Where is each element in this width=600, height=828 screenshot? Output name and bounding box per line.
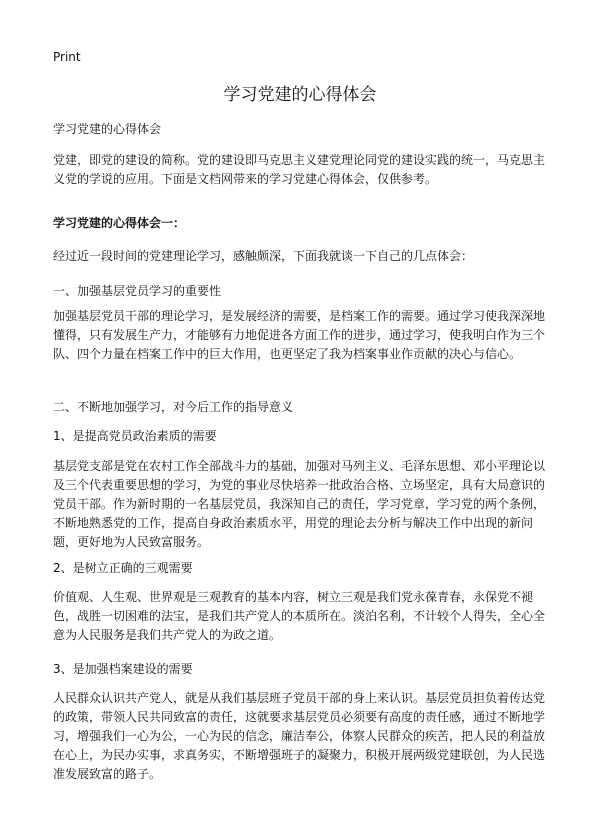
paragraph-2: 加强基层党员干部的理论学习，是发展经济的需要，是档案工作的需要。通过学习使我深深地懂得，只有发展生产力，才能够有力地促进各方面工作的进步，通过学习，使我明白作为三个队、四个力量在档案工作中的巨大作用，也更坚定了我为档案事业作贡献的决心与信心。 — [53, 309, 546, 361]
paragraph-3: 基层党支部是党在农村工作全部战斗力的基础，加强对马列主义、毛泽东思想、邓小平理论以及三个代表重要思想的学习，为党的事业尽快培养一批政治合格、立场坚定，具有大局意识的党员干部。作为新时期的一名基层党员，我深知自己的责任，学习党章，学习党的两个条例，不断地熟悉党的工作，提高自身政治素质水平，用党的理论去分析与解决工作中出现的新问题，更好地为人民致富服务。 — [53, 459, 546, 549]
paragraph-1: 经过近一段时间的党建理论学习，感触颇深，下面我就谈一下自己的几点体会： — [53, 249, 474, 263]
intro-paragraph: 党建，即党的建设的简称。党的建设即马克思主义建党理论同党的建设实践的统一，马克思主义党的学说的应用。下面是文档网带来的学习党建心得体会，仅供参考。 — [53, 153, 546, 186]
section-heading: 学习党建的心得体会一： — [53, 216, 186, 230]
subtitle: 学习党建的心得体会 — [53, 122, 162, 136]
heading-1: 一、加强基层党员学习的重要性 — [53, 284, 222, 298]
page-title: 学习党建的心得体会 — [223, 85, 377, 105]
paragraph-5: 人民群众认识共产党人，就是从我们基层班子党员干部的身上来认识。基层党员担负着传达党的政策，带领人民共同致富的责任，这就要求基层党员必须要有高度的责任感，通过不断地学习，增强我们一心为公，一心为民的信念，廉洁奉公，体察人民群众的疾苦，把人民的利益放在心上，为民办实事，求真务实，不断增强班子的凝聚力，积极开展两级党建联创，为人民选准发展致富的路子。 — [53, 691, 546, 781]
heading-2-2: 2、是树立正确的三观需要 — [53, 561, 193, 575]
heading-2-3: 3、是加强档案建设的需要 — [53, 662, 193, 676]
print-label[interactable]: Print — [53, 50, 81, 64]
paragraph-4: 价值观、人生观、世界观是三观教育的基本内容，树立三观是我们党永葆青春，永保党不褪色，战胜一切困难的法宝，是我们共产党人的本质所在。淡泊名利，不计较个人得失，全心全意为人民服务是我们共产党人的为政之道。 — [53, 590, 546, 642]
heading-2: 二、不断地加强学习，对今后工作的指导意义 — [53, 400, 294, 414]
heading-2-1: 1、是提高党员政治素质的需要 — [53, 429, 217, 443]
